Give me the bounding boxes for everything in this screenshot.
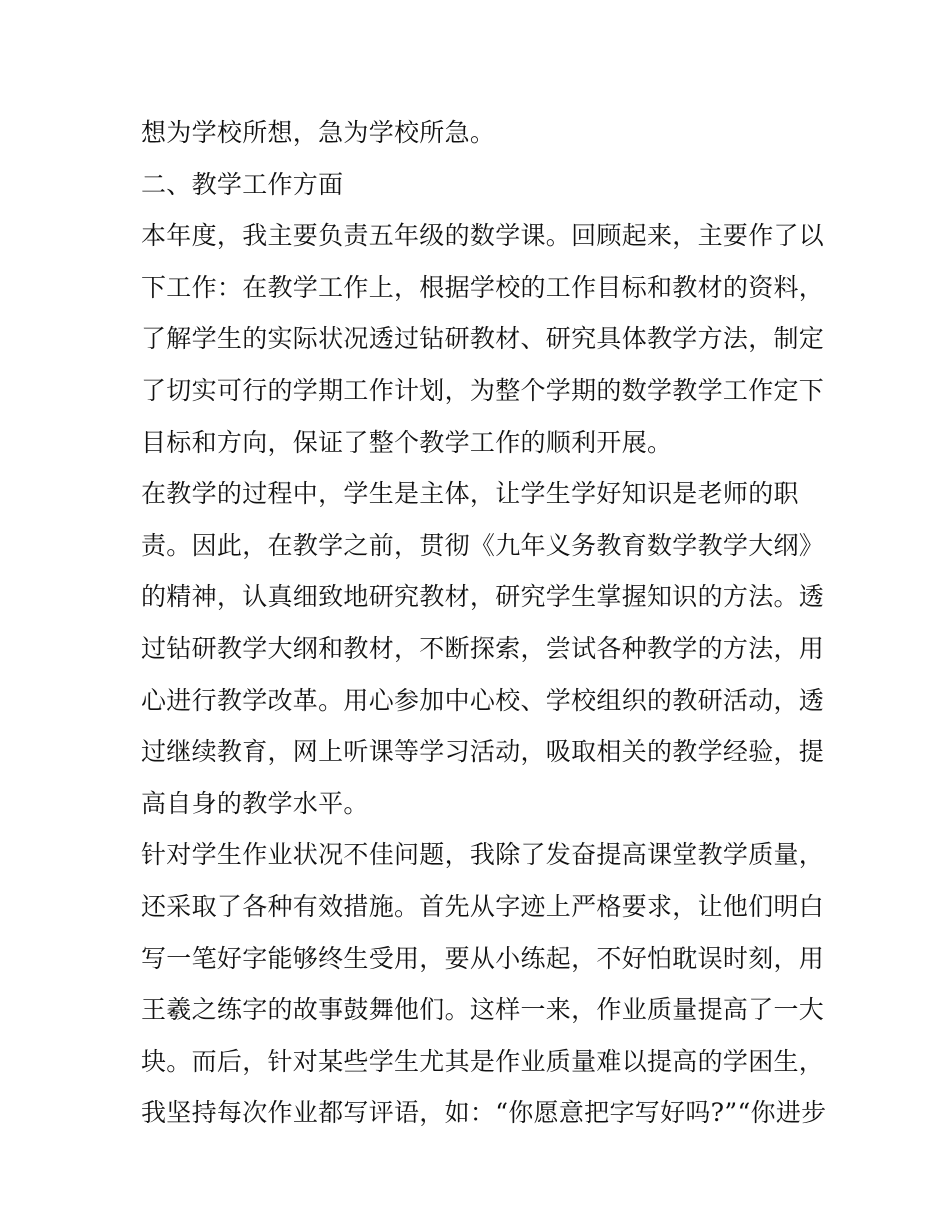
text-line: 过钻研教学大纲和教材，不断探索，尝试各种教学的方法，用 (141, 633, 825, 663)
text-line: 下工作：在教学工作上，根据学校的工作目标和教材的资料， (141, 272, 825, 302)
text-line: 心进行教学改革。用心参加中心校、学校组织的教研活动，透 (141, 685, 825, 715)
text-line: 的精神，认真细致地研究教材，研究学生掌握知识的方法。透 (141, 582, 825, 612)
text-line: 王羲之练字的故事鼓舞他们。这样一来，作业质量提高了一大 (141, 995, 825, 1025)
text-line: 了切实可行的学期工作计划，为整个学期的数学教学工作定下 (141, 375, 825, 405)
document-body (141, 107, 827, 1139)
text-line: 责。因此，在教学之前，贯彻《九年义务教育数学教学大纲》 (141, 530, 825, 560)
text-line: 在教学的过程中，学生是主体，让学生学好知识是老师的职 (141, 479, 799, 509)
text-line: 我坚持每次作业都写评语，如：“你愿意把字写好吗?”“你进步 (141, 1098, 827, 1128)
text-line: 高自身的教学水平。 (141, 788, 369, 818)
text-line: 块。而后，针对某些学生尤其是作业质量难以提高的学困生， (141, 1046, 825, 1076)
text-line: 想为学校所想，急为学校所急。 (141, 118, 496, 147)
text-line: 了解学生的实际状况透过钻研教材、研究具体教学方法，制定 (141, 324, 825, 354)
section-heading: 二、教学工作方面 (141, 169, 344, 199)
text-line: 本年度，我主要负责五年级的数学课。回顾起来，主要作了以 (141, 221, 825, 251)
text-line: 写一笔好字能够终生受用，要从小练起，不好怕耽误时刻，用 (141, 943, 825, 973)
text-line: 过继续教育，网上听课等学习活动，吸取相关的教学经验，提 (141, 737, 825, 767)
text-line: 还采取了各种有效措施。首先从字迹上严格要求，让他们明白 (141, 891, 825, 921)
text-line: 目标和方向，保证了整个教学工作的顺利开展。 (141, 427, 673, 457)
text-line: 针对学生作业状况不佳问题，我除了发奋提高课堂教学质量， (141, 840, 825, 870)
